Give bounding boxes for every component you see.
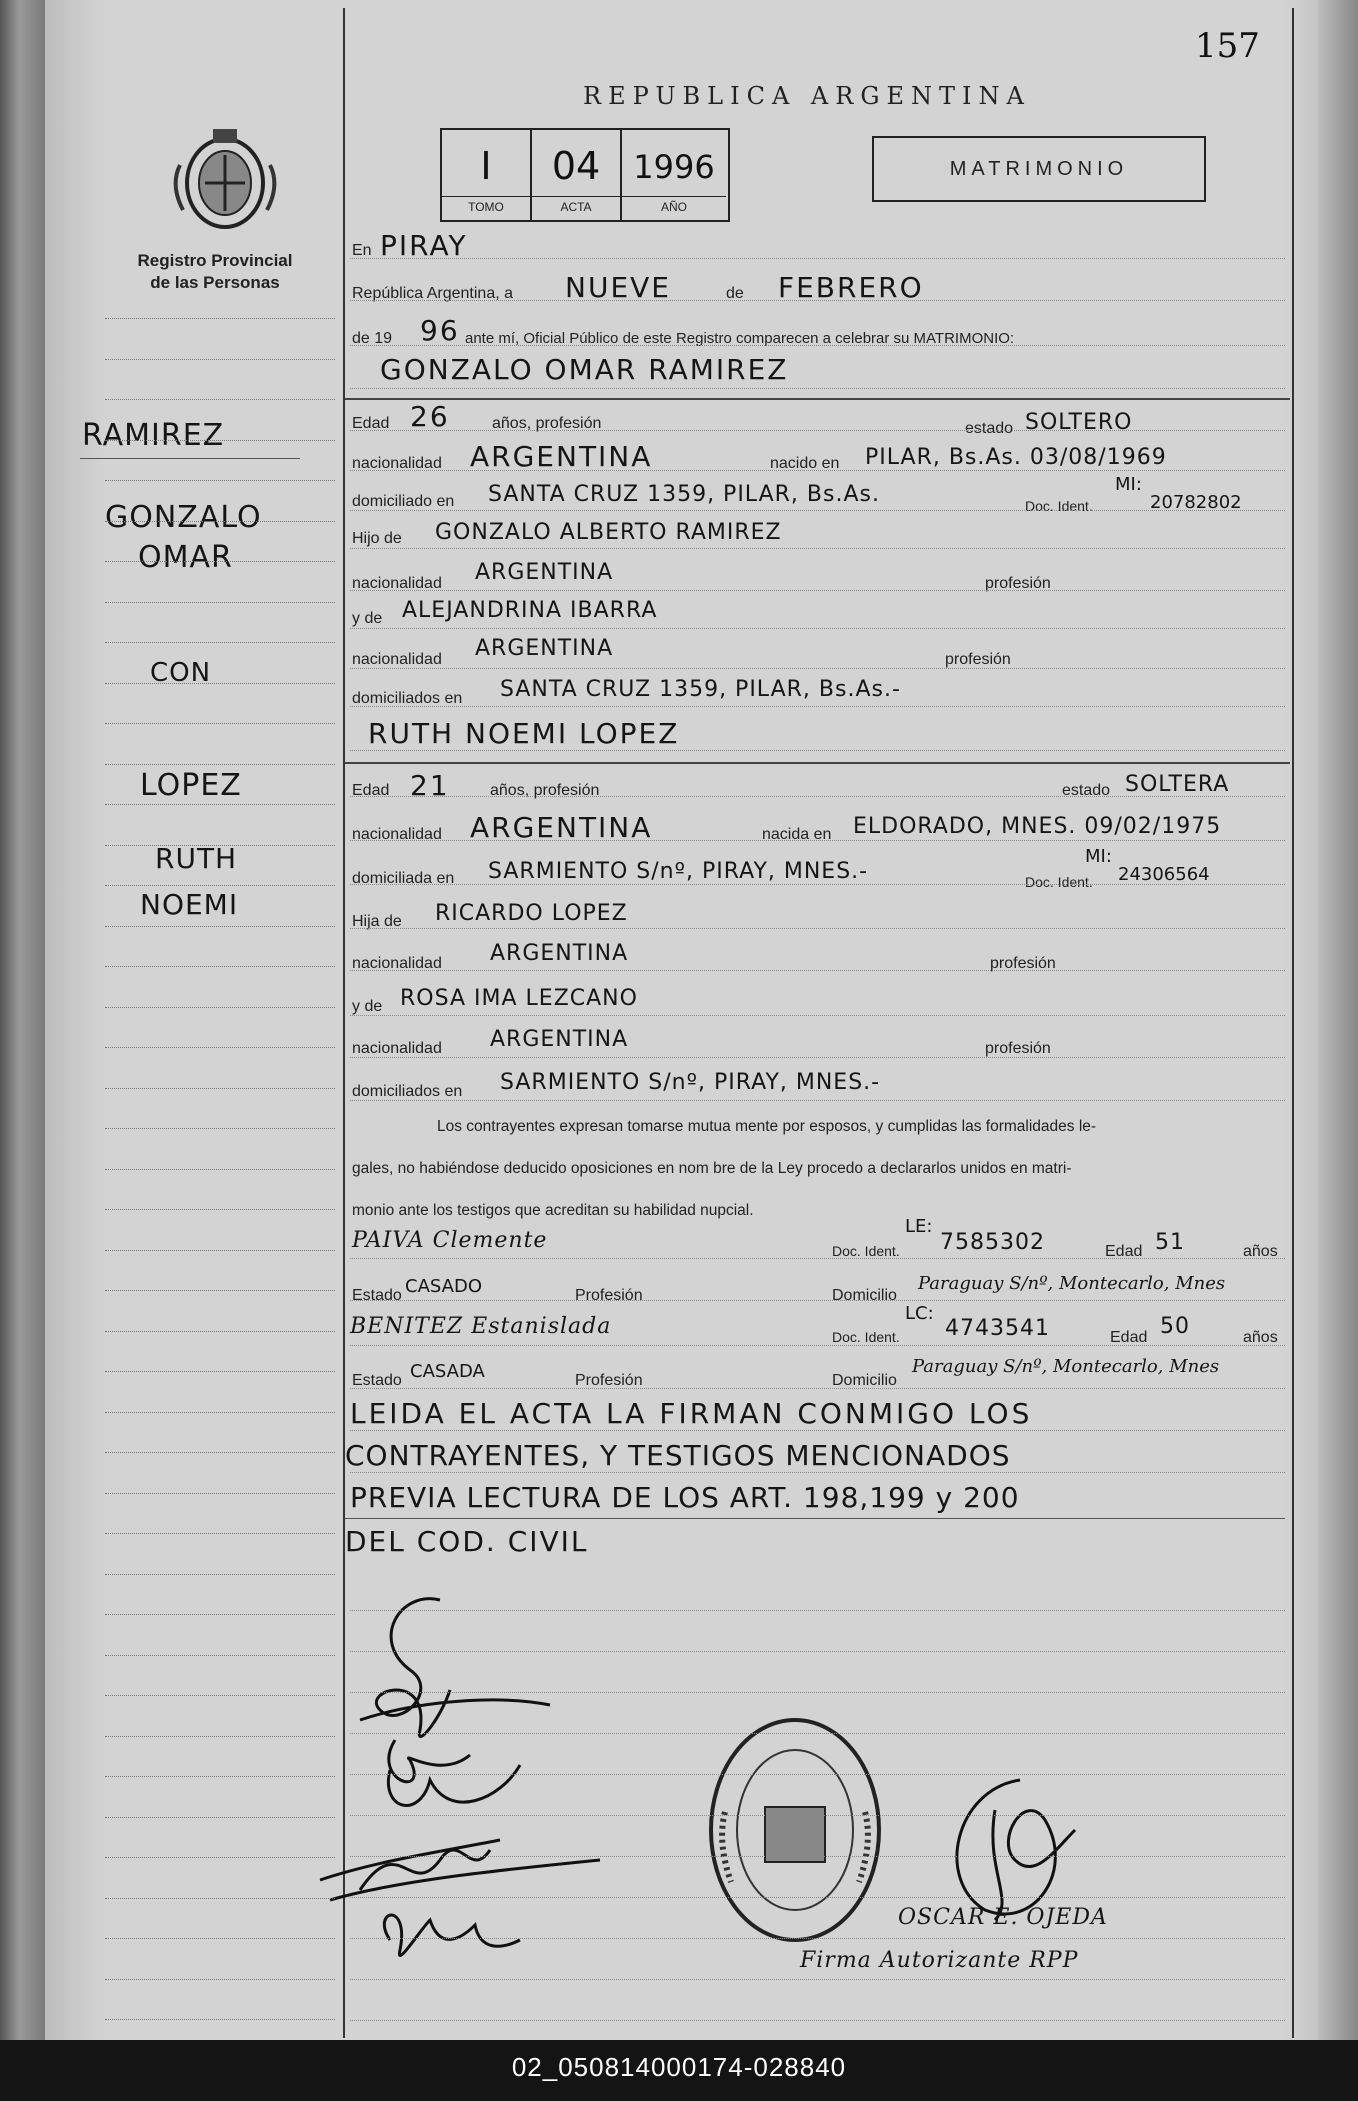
- margin-rule-line: [105, 1290, 335, 1291]
- bride-mother-profesion-label: profesión: [985, 1040, 1051, 1057]
- margin-rule-line: [105, 480, 335, 481]
- coat-of-arms-icon: [165, 125, 285, 235]
- margin-bride-given-1: RUTH: [155, 842, 238, 875]
- closing-line-1: LEIDA EL ACTA LA FIRMAN CONMIGO LOS: [350, 1397, 1033, 1430]
- ano-label: AÑO: [622, 196, 726, 214]
- closing-underline: [345, 1518, 1285, 1519]
- margin-rule-line: [105, 1007, 335, 1008]
- margin-rule-line: [105, 1898, 335, 1899]
- bride-nacionalidad-label: nacionalidad: [352, 826, 442, 843]
- groom-edad-label: Edad: [352, 415, 390, 432]
- margin-groom-given-2: OMAR: [138, 540, 233, 575]
- groom-parents-domicile-label: domiciliados en: [352, 690, 463, 707]
- margin-rule-line: [105, 1331, 335, 1332]
- form-fill-line: [350, 750, 1285, 751]
- groom-mother: ALEJANDRINA IBARRA: [402, 598, 658, 623]
- ano-cell: [622, 130, 726, 220]
- de-label: de: [726, 285, 744, 302]
- signature-scribbles-icon: [300, 1580, 620, 1980]
- groom-parents-domicilio: SANTA CRUZ 1359, PILAR, Bs.As.-: [500, 677, 901, 702]
- groom-edad: 26: [410, 400, 450, 433]
- margin-rule-line: [105, 1493, 335, 1494]
- bride-father-profesion-label: profesión: [990, 955, 1056, 972]
- registry-line-1: Registro Provincial: [137, 251, 293, 270]
- form-fill-line: [350, 706, 1285, 707]
- witness-2-doc-number: 4743541: [945, 1316, 1050, 1341]
- bride-doc-number: 24306564: [1118, 864, 1210, 885]
- register-sheet: [45, 0, 1345, 2040]
- closing-line-4: DEL COD. CIVIL: [345, 1525, 589, 1558]
- margin-rule-line: [105, 1128, 335, 1129]
- bride-yde-label: y de: [352, 998, 383, 1015]
- form-fill-line: [350, 1258, 1285, 1259]
- bride-doc-type: MI:: [1085, 846, 1112, 867]
- witness-2-edad: 50: [1160, 1314, 1190, 1339]
- witness-1-estado: CASADO: [405, 1276, 482, 1297]
- groom-nacionalidad: ARGENTINA: [470, 440, 653, 473]
- right-border: [1292, 8, 1294, 2038]
- margin-rule-line: [105, 318, 335, 319]
- bride-hija-label: Hija de: [352, 913, 402, 930]
- witness-2-domicilio: Paraguay S/nº, Montecarlo, Mnes: [912, 1356, 1220, 1377]
- body-rule-line: [350, 1856, 1285, 1857]
- witness-1-edad-label: Edad: [1105, 1243, 1143, 1260]
- official-stamp-icon: [705, 1712, 885, 1947]
- bride-edad-label: Edad: [352, 782, 390, 799]
- groom-nacido: PILAR, Bs.As. 03/08/1969: [865, 445, 1167, 470]
- margin-rule-line: [105, 764, 335, 765]
- witness-1-domicilio-label: Domicilio: [832, 1287, 897, 1304]
- bride-domiciliada-label: domiciliada en: [352, 870, 455, 887]
- bride-nacida-label: nacida en: [762, 826, 832, 843]
- witness-1-domicilio: Paraguay S/nº, Montecarlo, Mnes: [918, 1273, 1226, 1294]
- margin-rule-line: [105, 1371, 335, 1372]
- legal-text-line-2: gales, no habiéndose deducido oposiciones en nom bre de la Ley procedo a declararlos unidos en matri-: [352, 1160, 1072, 1177]
- margin-rule-line: [105, 1857, 335, 1858]
- body-rule-line: [350, 1733, 1285, 1734]
- bride-doc-label: Doc. Ident.: [1025, 874, 1093, 890]
- margin-rule-line: [105, 642, 335, 643]
- groom-mother-nac-label: nacionalidad: [352, 651, 442, 668]
- witness-2-domicilio-label: Domicilio: [832, 1372, 897, 1389]
- groom-estado: SOLTERO: [1025, 410, 1133, 435]
- form-fill-line: [350, 1472, 1285, 1473]
- margin-rule-line: [105, 1533, 335, 1534]
- margin-rule-line: [105, 1412, 335, 1413]
- form-fill-line: [350, 510, 1285, 511]
- groom-father: GONZALO ALBERTO RAMIREZ: [435, 520, 782, 545]
- page-edge: [1318, 0, 1358, 2040]
- acta-value: 04: [551, 144, 601, 188]
- legal-text-line-3: monio ante los testigos que acreditan su habilidad nupcial.: [352, 1202, 754, 1219]
- margin-rule-line: [105, 359, 335, 360]
- witness-1-name: PAIVA Clemente: [352, 1228, 548, 1253]
- form-fill-line: [350, 884, 1285, 885]
- en-label: En: [352, 242, 372, 259]
- margin-underline: [80, 458, 300, 459]
- groom-mother-nacionalidad: ARGENTINA: [475, 636, 614, 661]
- tomo-cell: [442, 130, 532, 220]
- margin-rule-line: [105, 521, 335, 522]
- record-type-box: MATRIMONIO: [872, 136, 1206, 202]
- witness-2-doc-label: Doc. Ident.: [832, 1329, 900, 1345]
- margin-con: CON: [150, 658, 212, 688]
- section-divider-2: [345, 762, 1290, 764]
- form-fill-line: [350, 470, 1285, 471]
- republica-label: República Argentina, a: [352, 285, 513, 302]
- form-fill-line: [350, 1388, 1285, 1389]
- groom-father-profesion-label: profesión: [985, 575, 1051, 592]
- form-fill-line: [350, 258, 1285, 259]
- form-fill-line: [350, 300, 1285, 301]
- section-divider: [345, 398, 1290, 400]
- tomo-value: I: [480, 144, 492, 188]
- witness-2-name: BENITEZ Estanislada: [350, 1314, 612, 1339]
- margin-rule-line: [105, 885, 335, 886]
- body-rule-line: [350, 1651, 1285, 1652]
- witness-1-edad: 51: [1155, 1230, 1185, 1255]
- margin-bride-surname: LOPEZ: [140, 768, 242, 803]
- tomo-label: TOMO: [442, 196, 530, 214]
- month-value: FEBRERO: [778, 271, 924, 304]
- form-fill-line: [350, 796, 1285, 797]
- margin-rule-line: [105, 1169, 335, 1170]
- ano-value: 1996: [633, 148, 715, 186]
- groom-doc-number: 20782802: [1150, 492, 1242, 513]
- form-fill-line: [350, 1015, 1285, 1016]
- margin-rule-line: [105, 966, 335, 967]
- day-value: NUEVE: [565, 271, 671, 304]
- body-rule-line: [350, 1774, 1285, 1775]
- groom-domicilio: SANTA CRUZ 1359, PILAR, Bs.As.: [488, 482, 880, 507]
- year-suffix: 96: [420, 314, 460, 347]
- acta-cell: [532, 130, 622, 220]
- body-rule-line: [350, 1897, 1285, 1898]
- witness-2-estado-label: Estado: [352, 1372, 402, 1389]
- margin-rule-line: [105, 399, 335, 400]
- margin-rule-line: [105, 1209, 335, 1210]
- witness-2-anos-label: años: [1243, 1329, 1278, 1346]
- witness-1-estado-label: Estado: [352, 1287, 402, 1304]
- groom-doc-label: Doc. Ident.: [1025, 498, 1093, 514]
- margin-rule-line: [105, 1938, 335, 1939]
- witness-1-doc-label: Doc. Ident.: [832, 1243, 900, 1259]
- groom-doc-type: MI:: [1115, 474, 1142, 495]
- groom-estado-label: estado: [965, 420, 1014, 437]
- body-rule-line: [350, 1815, 1285, 1816]
- margin-rule-line: [105, 440, 335, 441]
- registry-name: [110, 250, 320, 294]
- bride-mother-nacionalidad: ARGENTINA: [490, 1027, 629, 1052]
- margin-rule-line: [105, 1452, 335, 1453]
- margin-rule-line: [105, 926, 335, 927]
- margin-bride-given-2: NOEMI: [140, 888, 239, 921]
- margin-rule-line: [105, 1088, 335, 1089]
- margin-rule-line: [105, 1736, 335, 1737]
- year-prefix: de 19: [352, 330, 393, 347]
- margin-rule-line: [105, 1776, 335, 1777]
- margin-rule-line: [105, 602, 335, 603]
- form-fill-line: [350, 388, 1285, 389]
- bride-estado-label: estado: [1062, 782, 1111, 799]
- margin-groom-given-1: GONZALO: [105, 500, 262, 535]
- groom-father-nacionalidad: ARGENTINA: [475, 560, 614, 585]
- groom-nacionalidad-label: nacionalidad: [352, 455, 442, 472]
- groom-yde-label: y de: [352, 610, 383, 627]
- body-rule-line: [350, 1692, 1285, 1693]
- form-fill-line: [350, 970, 1285, 971]
- margin-rule-line: [105, 2019, 335, 2020]
- witness-2-estado: CASADA: [410, 1361, 485, 1382]
- bride-mother: ROSA IMA LEZCANO: [400, 986, 638, 1011]
- bride-father-nac-label: nacionalidad: [352, 955, 442, 972]
- margin-rule-line: [105, 804, 335, 805]
- margin-rule-line: [105, 561, 335, 562]
- acta-label: ACTA: [532, 196, 620, 214]
- form-fill-line: [350, 430, 1285, 431]
- witness-1-doc-number: 7585302: [940, 1230, 1045, 1255]
- form-fill-line: [350, 1430, 1285, 1431]
- witness-1-doc-type: LE:: [905, 1216, 933, 1237]
- scan-reference-code: 02_050814000174-028840: [511, 2052, 847, 2082]
- republic-heading: REPUBLICA ARGENTINA: [583, 82, 1031, 110]
- margin-rule-line: [105, 1817, 335, 1818]
- margin-rule-line: [105, 1695, 335, 1696]
- body-rule-line: [350, 1979, 1285, 1980]
- bride-father-nacionalidad: ARGENTINA: [490, 941, 629, 966]
- witness-1-anos-label: años: [1243, 1243, 1278, 1260]
- bride-domicilio: SARMIENTO S/nº, PIRAY, MNES.-: [488, 859, 869, 884]
- form-fill-line: [350, 345, 1285, 346]
- form-fill-line: [350, 928, 1285, 929]
- margin-rule-line: [105, 845, 335, 846]
- closing-line-2: CONTRAYENTES, Y TESTIGOS MENCIONADOS: [345, 1439, 1011, 1472]
- form-fill-line: [350, 1057, 1285, 1058]
- groom-domiciliado-label: domiciliado en: [352, 493, 455, 510]
- bride-nacida: ELDORADO, MNES. 09/02/1975: [853, 814, 1222, 839]
- margin-rule-line: [105, 723, 335, 724]
- form-fill-line: [350, 628, 1285, 629]
- closing-line-3: PREVIA LECTURA DE LOS ART. 198,199 y 200: [350, 1481, 1020, 1514]
- body-rule-line: [350, 2020, 1285, 2021]
- form-fill-line: [350, 1300, 1285, 1301]
- margin-groom-surname: RAMIREZ: [82, 418, 225, 453]
- body-rule-line: [350, 1610, 1285, 1611]
- groom-father-nac-label: nacionalidad: [352, 575, 442, 592]
- page-number: 157: [1195, 26, 1260, 66]
- margin-rule-line: [105, 1655, 335, 1656]
- groom-anos-profesion: años, profesión: [492, 415, 602, 432]
- margin-rule-line: [105, 1250, 335, 1251]
- legal-text-line-1: Los contrayentes expresan tomarse mutua mente por esposos, y cumplidas las formalidades le-: [437, 1118, 1097, 1135]
- bride-estado: SOLTERA: [1125, 772, 1230, 797]
- bride-full-name: RUTH NOEMI LOPEZ: [368, 717, 680, 750]
- form-fill-line: [350, 1345, 1285, 1346]
- groom-full-name: GONZALO OMAR RAMIREZ: [380, 353, 789, 386]
- form-fill-line: [350, 840, 1285, 841]
- body-rule-line: [350, 1938, 1285, 1939]
- groom-mother-profesion-label: profesión: [945, 651, 1011, 668]
- official-name: OSCAR E. OJEDA: [898, 1905, 1108, 1930]
- form-fill-line: [350, 1100, 1285, 1101]
- margin-rule-line: [105, 1614, 335, 1615]
- form-fill-line: [350, 590, 1285, 591]
- bride-nacionalidad: ARGENTINA: [470, 811, 653, 844]
- groom-hijo-label: Hijo de: [352, 530, 402, 547]
- margin-rule-line: [105, 1979, 335, 1980]
- witness-2-profesion-label: Profesión: [575, 1372, 643, 1389]
- bride-parents-domicile-label: domiciliados en: [352, 1083, 463, 1100]
- margin-rule-line: [105, 1047, 335, 1048]
- official-title: Firma Autorizante RPP: [800, 1948, 1079, 1973]
- margin-rule-line: [105, 1574, 335, 1575]
- form-fill-line: [350, 668, 1285, 669]
- registry-line-2: de las Personas: [150, 273, 280, 292]
- place-value: PIRAY: [380, 229, 468, 262]
- form-fill-line: [350, 548, 1285, 549]
- groom-nacido-label: nacido en: [770, 455, 840, 472]
- bride-parents-domicilio: SARMIENTO S/nº, PIRAY, MNES.-: [500, 1070, 881, 1095]
- bride-anos-profesion: años, profesión: [490, 782, 600, 799]
- bride-mother-nac-label: nacionalidad: [352, 1040, 442, 1057]
- bride-father: RICARDO LOPEZ: [435, 901, 628, 926]
- witness-1-profesion-label: Profesión: [575, 1287, 643, 1304]
- bride-edad: 21: [410, 769, 450, 802]
- margin-rule-line: [105, 683, 335, 684]
- intro-text: ante mí, Oficial Público de este Registro comparecen a celebrar su MATRIMONIO:: [465, 330, 1015, 347]
- witness-2-doc-type: LC:: [905, 1303, 934, 1324]
- tomo-acta-ano-box: [440, 128, 730, 222]
- witness-2-edad-label: Edad: [1110, 1329, 1148, 1346]
